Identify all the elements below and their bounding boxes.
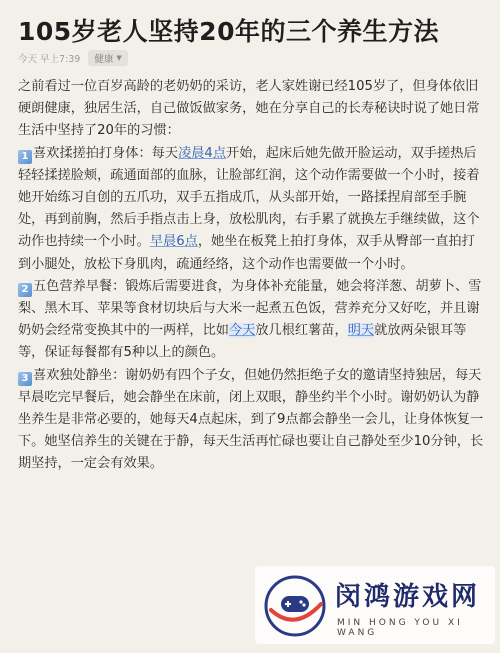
number-3-icon: 3 xyxy=(18,372,32,386)
article-title: 105岁老人坚持20年的三个养生方法 xyxy=(18,17,439,46)
p1-text-b: 开始，起床后她先做开脸运动，双手搓热后轻轻揉搓脸颊，疏通面部的血脉，让脸部红润，这个动作需要做一个小时，接着她开始练习自创的五爪功，双手五指成爪，从头部开始，一路揉捏肩部至手腕处，再到前胸，然后手指点击上身，放松肌肉，右手累了就换左手继续做，这个动作也持续一个小时。 xyxy=(18,145,480,250)
category-tag[interactable] xyxy=(88,50,127,66)
p2-text-a: 五色营养早餐：锻炼后需要进食，为身体补充能量，她会将洋葱、胡萝卜、雪梨、黑木耳、苹果等食材切块后与大米一起煮五色饭，营养充分又好吃，并且谢奶奶会经常变换其中的一两样，比如 xyxy=(18,278,482,339)
p3-text-a: 喜欢独处静坐：谢奶奶有四个子女，但她仍然拒绝子女的邀请坚持独居，每天早晨吃完早餐后，她会静坐在床前，闭上双眼，静坐约半个小时。谢奶奶认为静坐养生是非常必要的，她每天4点起床，到了9点都会静坐一会儿，让身体恢复一下。她坚信养生的关键在于静，每天生活再忙碌也要让自己静处至少10分钟，长期坚持，一定会有效果。 xyxy=(18,367,484,472)
p1-text-c: ，她坐在板凳上拍打身体，双手从臀部一直拍打到小腿处，放松下身肌肉，疏通经络，这个动作也需要做一个小时。 xyxy=(18,234,475,272)
chevron-down-icon: ▼ xyxy=(116,54,122,62)
link-today[interactable]: 今天 xyxy=(229,323,256,339)
watermark-sub: MIN HONG YOU XI WANG xyxy=(337,618,463,638)
watermark-name: 闵鸿游戏网 xyxy=(335,582,481,612)
paragraph-3 xyxy=(18,365,484,476)
gamepad-logo-icon xyxy=(263,574,327,638)
intro-paragraph: 之前看过一位百岁高龄的老奶奶的采访，老人家姓谢已经105岁了，但身体依旧硬朗健康，独居生活，自己做饭做家务，她在分享自己的长寿秘诀时说了她日常生活中坚持了20年的习惯： xyxy=(18,79,480,139)
article-meta xyxy=(18,50,128,66)
link-tomorrow[interactable]: 明天 xyxy=(347,323,375,339)
p2-text-c: 就放两朵银耳等等，保证每餐都有5种以上的颜色。 xyxy=(18,323,467,361)
paragraph-2 xyxy=(18,276,484,365)
category-tag-label: 健康 xyxy=(94,54,114,65)
p2-text-b: 放几根红薯苗， xyxy=(255,323,348,339)
link-time-4am[interactable]: 凌晨4点 xyxy=(178,145,227,161)
number-1-icon: 1 xyxy=(18,150,32,164)
link-time-6am[interactable]: 早晨6点 xyxy=(149,234,198,250)
watermark xyxy=(255,566,495,644)
p1-text-a: 喜欢揉搓拍打身体：每天 xyxy=(33,145,179,161)
paragraph-1 xyxy=(18,143,484,276)
number-2-icon: 2 xyxy=(18,283,32,297)
publish-time: 今天 早上7:39 xyxy=(18,54,81,65)
article-body xyxy=(18,76,484,476)
